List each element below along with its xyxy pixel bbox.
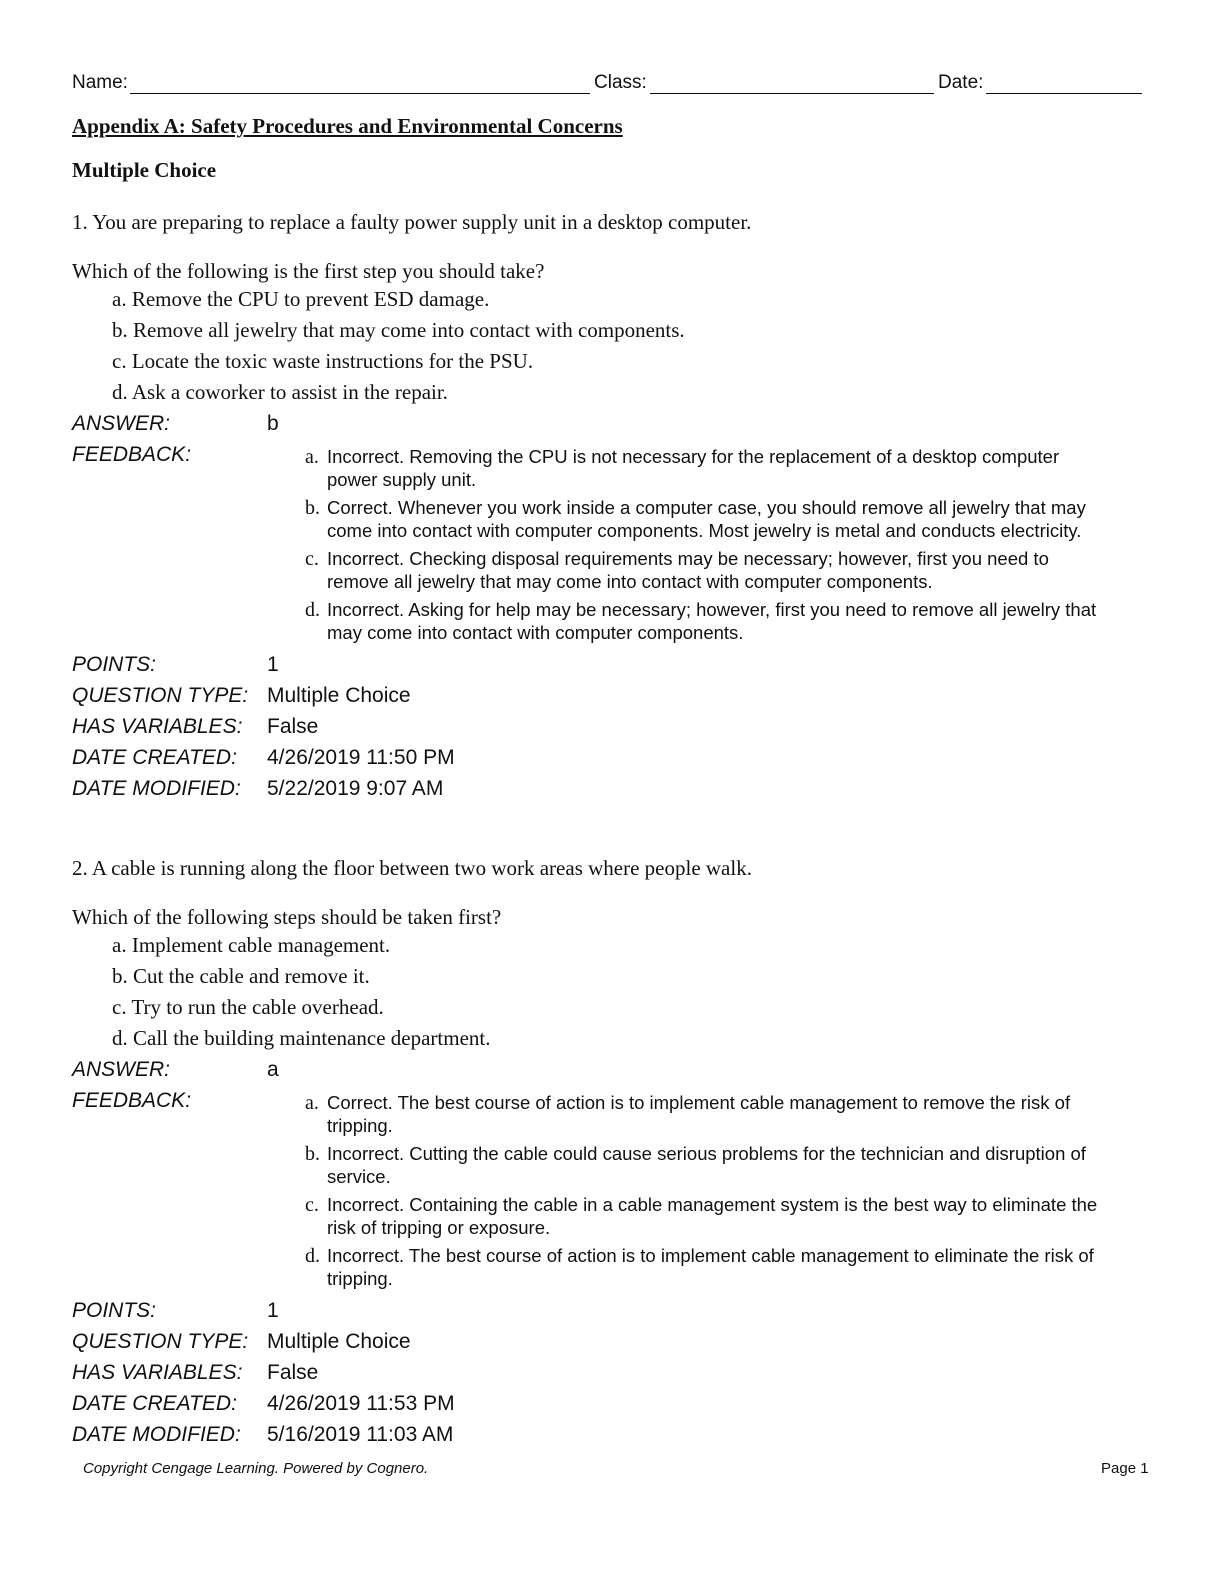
feedback-item [305, 1091, 1105, 1137]
question-stem: 2. A cable is running along the floor between two work areas where people walk. [72, 856, 752, 880]
option-c: c. Try to run the cable overhead. [112, 995, 384, 1019]
feedback-item [305, 496, 1105, 542]
feedback-label: FEEDBACK: [72, 1089, 192, 1112]
date-created-row [72, 742, 1152, 773]
answer-options [72, 284, 1152, 408]
points-label: POINTS: [72, 1299, 157, 1322]
date-modified-label: DATE MODIFIED: [72, 1423, 241, 1446]
question-prompt: Which of the following steps should be taken first? [72, 905, 502, 929]
feedback-item [305, 547, 1105, 593]
feedback-item [305, 1244, 1105, 1290]
feedback-item [305, 1193, 1105, 1239]
feedback-item [305, 1142, 1105, 1188]
question-stem: 1. You are preparing to replace a faulty power supply unit in a desktop computer. [72, 210, 752, 234]
feedback-label: FEEDBACK: [72, 443, 192, 466]
question-type-row [72, 680, 1152, 711]
has-variables-value: False [267, 1361, 319, 1384]
feedback-letter: c. [305, 548, 319, 570]
answer-row [72, 1054, 1152, 1085]
feedback-letter: a. [305, 1092, 319, 1114]
answer-label: ANSWER: [72, 1058, 171, 1081]
feedback-letter: b. [305, 497, 320, 519]
feedback-letter: a. [305, 446, 319, 468]
date-created-label: DATE CREATED: [72, 1392, 237, 1415]
answer-options [72, 930, 1152, 1054]
has-variables-label: HAS VARIABLES: [72, 715, 243, 738]
feedback-item [305, 598, 1105, 644]
feedback-list [267, 445, 1105, 649]
document-title: Appendix A: Safety Procedures and Environmental Concerns [72, 114, 623, 138]
feedback-text: Correct. Whenever you work inside a computer case, you should remove all jewelry that may come into contact with computer components. Most jewelry is metal and conducts electricity. [327, 497, 1086, 541]
feedback-text: Incorrect. Removing the CPU is not necessary for the replacement of a desktop computer power supply unit. [327, 446, 1060, 490]
points-value: 1 [267, 653, 279, 676]
feedback-letter: c. [305, 1194, 319, 1216]
option-b: b. Remove all jewelry that may come into contact with components. [112, 318, 685, 342]
header-fields [72, 72, 1142, 96]
answer-row [72, 408, 1152, 439]
date-field-line [986, 93, 1142, 94]
date-modified-row [72, 773, 1152, 804]
question-type-label: QUESTION TYPE: [72, 684, 249, 707]
date-modified-row [72, 1419, 1152, 1450]
answer-value: b [267, 412, 279, 435]
option-a: a. Remove the CPU to prevent ESD damage. [112, 287, 490, 311]
feedback-text: Incorrect. The best course of action is to implement cable management to eliminate the risk of tripping. [327, 1245, 1094, 1289]
feedback-letter: b. [305, 1143, 320, 1165]
name-field-line [130, 93, 590, 94]
option-a: a. Implement cable management. [112, 933, 391, 957]
option-d: d. Call the building maintenance department. [112, 1026, 491, 1050]
feedback-text: Correct. The best course of action is to implement cable management to remove the risk of tripping. [327, 1092, 1071, 1136]
date-created-value: 4/26/2019 11:50 PM [267, 746, 455, 769]
feedback-row [72, 1085, 1152, 1295]
points-value: 1 [267, 1299, 279, 1322]
feedback-text: Incorrect. Asking for help may be necessary; however, first you need to remove all jewelry that may come into contact with computer components. [327, 599, 1097, 643]
feedback-letter: d. [305, 1245, 320, 1267]
question-type-value: Multiple Choice [267, 684, 411, 707]
feedback-text: Incorrect. Containing the cable in a cable management system is the best way to eliminate the risk of tripping or exposure. [327, 1194, 1098, 1238]
points-label: POINTS: [72, 653, 157, 676]
date-label: Date: [938, 72, 984, 93]
date-created-label: DATE CREATED: [72, 746, 237, 769]
answer-label: ANSWER: [72, 412, 171, 435]
date-created-value: 4/26/2019 11:53 PM [267, 1392, 455, 1415]
name-label: Name: [72, 72, 128, 93]
question-type-label: QUESTION TYPE: [72, 1330, 249, 1353]
class-field-line [650, 93, 934, 94]
option-c: c. Locate the toxic waste instructions for the PSU. [112, 349, 534, 373]
question-1 [72, 210, 1152, 804]
feedback-text: Incorrect. Checking disposal requirements may be necessary; however, first you need to remove all jewelry that may come into contact with computer components. [327, 548, 1049, 592]
question-2 [72, 856, 1152, 1450]
question-type-value: Multiple Choice [267, 1330, 411, 1353]
has-variables-row [72, 1357, 1152, 1388]
feedback-row [72, 439, 1152, 649]
class-label: Class: [594, 72, 647, 93]
question-prompt: Which of the following is the first step you should take? [72, 259, 545, 283]
date-modified-value: 5/16/2019 11:03 AM [267, 1423, 454, 1446]
copyright-footer: Copyright Cengage Learning. Powered by Cognero. [83, 1460, 429, 1477]
page-number: Page 1 [1101, 1460, 1149, 1477]
has-variables-value: False [267, 715, 319, 738]
feedback-list [267, 1091, 1105, 1295]
has-variables-row [72, 711, 1152, 742]
feedback-item [305, 445, 1105, 491]
points-row [72, 1295, 1152, 1326]
question-type-row [72, 1326, 1152, 1357]
answer-value: a [267, 1058, 279, 1081]
feedback-text: Incorrect. Cutting the cable could cause serious problems for the technician and disruption of service. [327, 1143, 1086, 1187]
date-created-row [72, 1388, 1152, 1419]
section-title: Multiple Choice [72, 158, 217, 182]
has-variables-label: HAS VARIABLES: [72, 1361, 243, 1384]
date-modified-label: DATE MODIFIED: [72, 777, 241, 800]
option-b: b. Cut the cable and remove it. [112, 964, 370, 988]
points-row [72, 649, 1152, 680]
date-modified-value: 5/22/2019 9:07 AM [267, 777, 444, 800]
option-d: d. Ask a coworker to assist in the repair. [112, 380, 448, 404]
feedback-letter: d. [305, 599, 320, 621]
